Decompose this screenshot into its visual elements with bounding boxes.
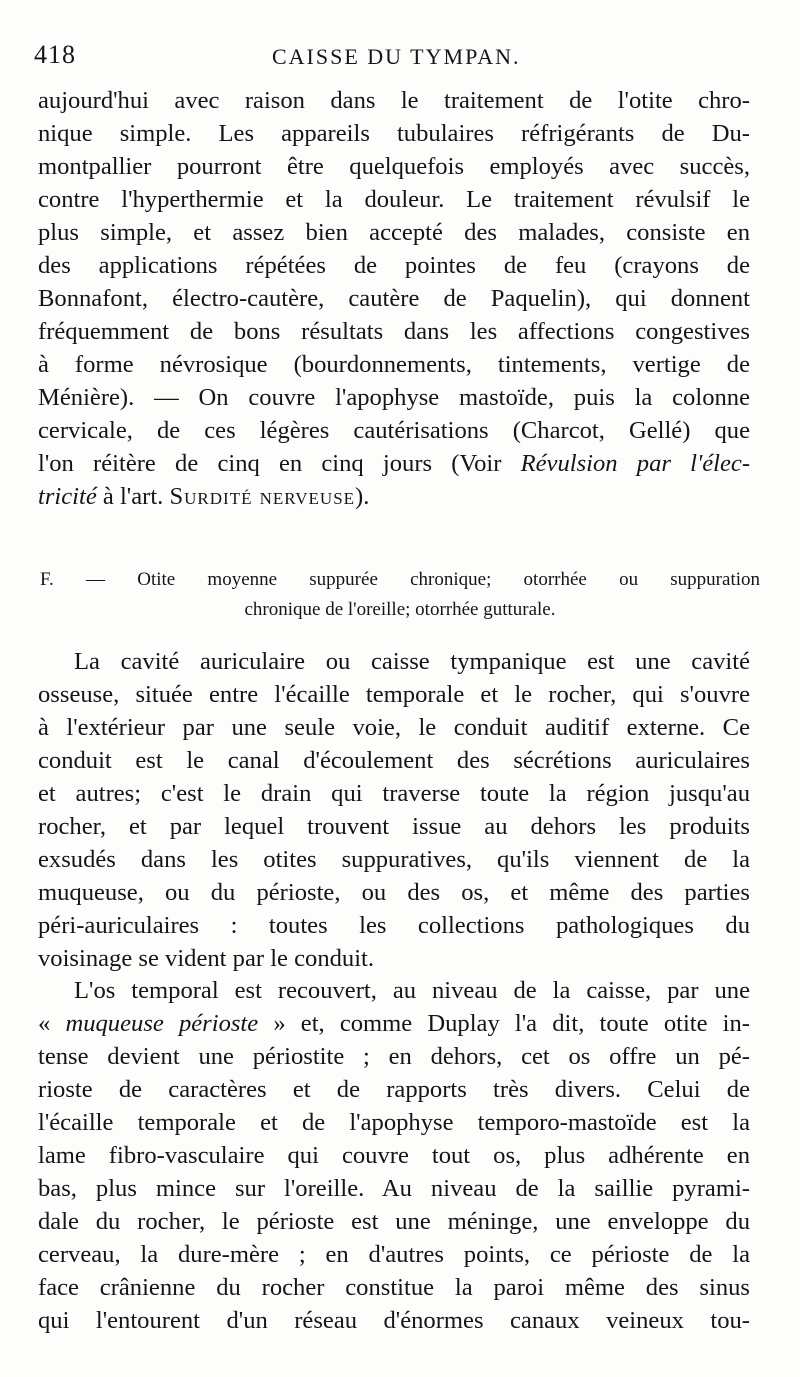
text-line: qui l'entourent d'un réseau d'énormes canaux veineux tou- xyxy=(38,1307,750,1334)
text-line-reference-end xyxy=(38,480,750,513)
italic-term: muqueuse périoste xyxy=(65,1010,259,1037)
text-fragment: » et, comme Duplay l'a dit, toute otite in- xyxy=(258,1010,750,1037)
text-fragment: ). xyxy=(355,483,370,510)
text-line: exsudés dans les otites suppuratives, qu'ils viennent de la xyxy=(38,846,750,873)
heading-line: chronique de l'oreille; otorrhée gutturale. xyxy=(244,599,556,620)
text-line: cervicale, de ces légères cautérisations (Charcot, Gellé) que xyxy=(38,417,750,444)
text-line: fréquemment de bons résultats dans les affections congestives xyxy=(38,318,750,345)
section-heading xyxy=(40,565,760,625)
running-title: CAISSE DU TYMPAN. xyxy=(272,44,521,69)
reference-smallcaps: Surdité nerveuse xyxy=(169,483,356,510)
text-line: péri-auriculaires : toutes les collections pathologiques du xyxy=(38,912,750,939)
text-line: Bonnafont, électro-cautère, cautère de Paquelin), qui donnent xyxy=(38,285,750,312)
paragraph-anatomy xyxy=(38,645,750,975)
text-line-with-italic xyxy=(38,1007,750,1040)
text-line: rocher, et par lequel trouvent issue au dehors les produits xyxy=(38,813,750,840)
text-line: La cavité auriculaire ou caisse tympanique est une cavité xyxy=(74,648,750,675)
text-line-with-reference xyxy=(38,447,750,480)
text-line: nique simple. Les appareils tubulaires réfrigérants de Du- xyxy=(38,120,750,147)
paragraph-treatment xyxy=(38,84,750,513)
text-line: bas, plus mince sur l'oreille. Au niveau de la saillie pyrami- xyxy=(38,1175,750,1202)
text-line: plus simple, et assez bien accepté des malades, consiste en xyxy=(38,219,750,246)
reference-italic: tricité xyxy=(38,483,97,510)
text-fragment: à l'art. xyxy=(96,483,170,510)
page-number: 418 xyxy=(34,40,76,69)
text-line: contre l'hyperthermie et la douleur. Le traitement révulsif le xyxy=(38,186,750,213)
text-line: L'os temporal est recouvert, au niveau de la caisse, par une xyxy=(74,977,750,1004)
page-header xyxy=(34,40,764,80)
text-line: rioste de caractères et de rapports très divers. Celui de xyxy=(38,1076,750,1103)
text-line: à l'extérieur par une seule voie, le conduit auditif externe. Ce xyxy=(38,714,750,741)
text-line: conduit est le canal d'écoulement des sécrétions auriculaires xyxy=(38,747,750,774)
text-fragment: l'on réitère de cinq en cinq jours (Voir xyxy=(38,450,502,477)
text-line: lame fibro-vasculaire qui couvre tout os, plus adhérente en xyxy=(38,1142,750,1169)
text-line: aujourd'hui avec raison dans le traitement de l'otite chro- xyxy=(38,87,750,114)
paragraph-periosteum xyxy=(38,974,750,1337)
text-fragment: « xyxy=(38,1010,66,1037)
text-line: à forme névrosique (bourdonnements, tintements, vertige de xyxy=(38,351,750,378)
text-line: dale du rocher, le périoste est une méninge, une enveloppe du xyxy=(38,1208,750,1235)
text-line: et autres; c'est le drain qui traverse toute la région jusqu'au xyxy=(38,780,750,807)
reference-italic: Révulsion par l'élec- xyxy=(520,450,750,477)
text-line: face crânienne du rocher constitue la paroi même des sinus xyxy=(38,1274,750,1301)
text-line: tense devient une périostite ; en dehors, cet os offre un pé- xyxy=(38,1043,750,1070)
text-line: des applications répétées de pointes de feu (crayons de xyxy=(38,252,750,279)
text-line: muqueuse, ou du périoste, ou des os, et même des parties xyxy=(38,879,750,906)
text-line: osseuse, située entre l'écaille temporale et le rocher, qui s'ouvre xyxy=(38,681,750,708)
heading-line: F. — Otite moyenne suppurée chronique; otorrhée ou suppuration xyxy=(40,569,760,590)
text-line: Ménière). — On couvre l'apophyse mastoïde, puis la colonne xyxy=(38,384,750,411)
text-line: montpallier pourront être quelquefois employés avec succès, xyxy=(38,153,750,180)
text-line: l'écaille temporale et de l'apophyse temporo-mastoïde est la xyxy=(38,1109,750,1136)
text-line: cerveau, la dure-mère ; en d'autres points, ce périoste de la xyxy=(38,1241,750,1268)
text-line: voisinage se vident par le conduit. xyxy=(38,945,375,972)
